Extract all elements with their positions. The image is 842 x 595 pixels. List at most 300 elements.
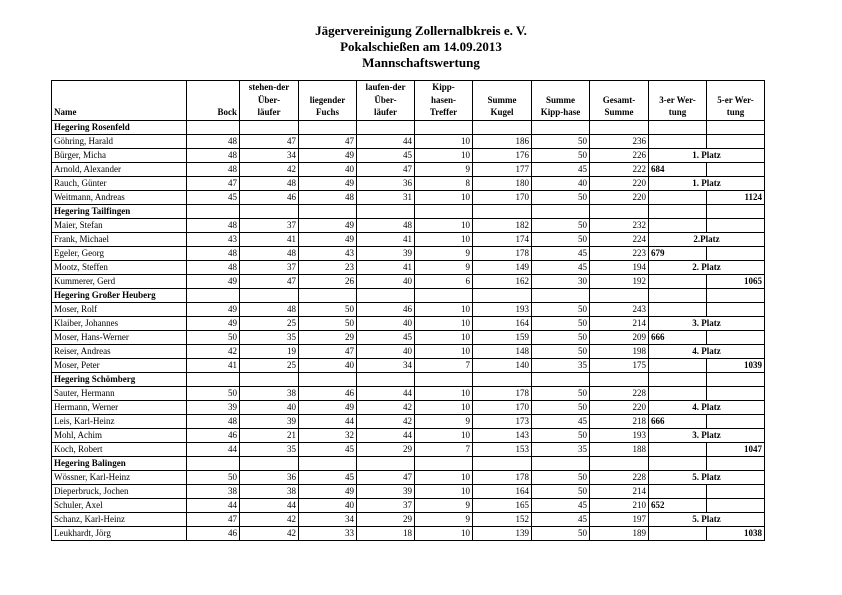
empty-cell	[299, 456, 357, 470]
score-cell: 50	[532, 232, 590, 246]
5er-wertung-value: 1039	[707, 358, 765, 372]
score-cell: 193	[473, 302, 532, 316]
empty-cell	[415, 372, 473, 386]
score-cell: 49	[299, 484, 357, 498]
3er-wertung-value	[649, 484, 707, 498]
empty-cell	[532, 456, 590, 470]
score-cell: 226	[590, 148, 649, 162]
empty-cell	[649, 120, 707, 134]
empty-cell	[532, 204, 590, 218]
score-cell: 176	[473, 148, 532, 162]
score-cell: 41	[187, 358, 240, 372]
table-row	[52, 414, 765, 428]
3er-wertung-value	[649, 358, 707, 372]
score-cell: 173	[473, 414, 532, 428]
score-cell: 228	[590, 470, 649, 484]
placement-label: 4. Platz	[649, 400, 765, 414]
score-cell: 43	[187, 232, 240, 246]
empty-cell	[299, 204, 357, 218]
score-cell: 40	[299, 498, 357, 512]
table-row	[52, 316, 765, 330]
shooter-name: Moser, Peter	[52, 358, 187, 372]
score-cell: 35	[240, 442, 299, 456]
table-row	[52, 442, 765, 456]
score-cell: 40	[240, 400, 299, 414]
3er-wertung-value	[649, 274, 707, 288]
empty-cell	[187, 456, 240, 470]
score-cell: 50	[187, 386, 240, 400]
shooter-name: Arnold, Alexander	[52, 162, 187, 176]
score-cell: 10	[415, 232, 473, 246]
group-header-row	[52, 120, 765, 134]
score-cell: 21	[240, 428, 299, 442]
placement-label: 5. Platz	[649, 470, 765, 484]
score-cell: 47	[357, 162, 415, 176]
shooter-name: Schuler, Axel	[52, 498, 187, 512]
5er-wertung-value: 1038	[707, 526, 765, 540]
empty-cell	[240, 456, 299, 470]
score-cell: 37	[240, 260, 299, 274]
score-cell: 34	[357, 358, 415, 372]
score-cell: 220	[590, 190, 649, 204]
score-cell: 178	[473, 386, 532, 400]
score-cell: 232	[590, 218, 649, 232]
score-cell: 153	[473, 442, 532, 456]
empty-cell	[473, 456, 532, 470]
score-cell: 50	[532, 428, 590, 442]
score-cell: 170	[473, 400, 532, 414]
score-cell: 45	[299, 470, 357, 484]
score-cell: 19	[240, 344, 299, 358]
header-bock: Bock	[187, 81, 240, 121]
score-cell: 177	[473, 162, 532, 176]
table-row	[52, 484, 765, 498]
score-cell: 10	[415, 330, 473, 344]
table-row	[52, 176, 765, 190]
empty-cell	[590, 120, 649, 134]
empty-cell	[240, 372, 299, 386]
table-row	[52, 330, 765, 344]
shooter-name: Bürger, Micha	[52, 148, 187, 162]
score-cell: 45	[532, 512, 590, 526]
header-5er-wertung: 5-er Wer- tung	[707, 81, 765, 121]
score-cell: 33	[299, 526, 357, 540]
shooter-name: Frank, Michael	[52, 232, 187, 246]
score-cell: 48	[299, 190, 357, 204]
5er-wertung-value	[707, 330, 765, 344]
score-cell: 35	[532, 442, 590, 456]
empty-cell	[240, 204, 299, 218]
score-cell: 45	[299, 442, 357, 456]
score-cell: 10	[415, 428, 473, 442]
score-cell: 193	[590, 428, 649, 442]
empty-cell	[299, 120, 357, 134]
empty-cell	[187, 204, 240, 218]
score-cell: 44	[357, 386, 415, 400]
score-cell: 26	[299, 274, 357, 288]
table-row	[52, 134, 765, 148]
score-cell: 48	[187, 218, 240, 232]
placement-label: 1. Platz	[649, 148, 765, 162]
shooter-name: Koch, Robert	[52, 442, 187, 456]
score-cell: 47	[299, 134, 357, 148]
empty-cell	[649, 204, 707, 218]
empty-cell	[532, 120, 590, 134]
score-cell: 236	[590, 134, 649, 148]
score-cell: 46	[357, 302, 415, 316]
score-cell: 175	[590, 358, 649, 372]
score-cell: 37	[240, 218, 299, 232]
header-row	[52, 81, 765, 121]
5er-wertung-value	[707, 162, 765, 176]
score-cell: 30	[532, 274, 590, 288]
score-cell: 223	[590, 246, 649, 260]
table-row	[52, 470, 765, 484]
shooter-name: Sauter, Hermann	[52, 386, 187, 400]
5er-wertung-value	[707, 414, 765, 428]
shooter-name: Dieperbruck, Jochen	[52, 484, 187, 498]
score-cell: 50	[532, 400, 590, 414]
score-cell: 224	[590, 232, 649, 246]
empty-cell	[357, 372, 415, 386]
empty-cell	[473, 288, 532, 302]
score-cell: 41	[357, 260, 415, 274]
score-cell: 44	[240, 498, 299, 512]
score-cell: 41	[357, 232, 415, 246]
score-cell: 50	[532, 386, 590, 400]
shooter-name: Rauch, Günter	[52, 176, 187, 190]
empty-cell	[590, 372, 649, 386]
score-cell: 243	[590, 302, 649, 316]
score-cell: 38	[240, 386, 299, 400]
table-row	[52, 274, 765, 288]
score-cell: 50	[532, 190, 590, 204]
score-cell: 10	[415, 134, 473, 148]
score-cell: 220	[590, 176, 649, 190]
table-row	[52, 302, 765, 316]
empty-cell	[649, 288, 707, 302]
table-row	[52, 498, 765, 512]
empty-cell	[473, 120, 532, 134]
empty-cell	[590, 288, 649, 302]
score-cell: 41	[240, 232, 299, 246]
header-liegender-fuchs: liegender Fuchs	[299, 81, 357, 121]
score-cell: 149	[473, 260, 532, 274]
table-row	[52, 190, 765, 204]
score-cell: 140	[473, 358, 532, 372]
score-cell: 29	[357, 442, 415, 456]
header-gesamt-summe: Gesamt- Summe	[590, 81, 649, 121]
score-cell: 36	[357, 176, 415, 190]
empty-cell	[357, 288, 415, 302]
5er-wertung-value	[707, 302, 765, 316]
3er-wertung-value	[649, 302, 707, 316]
score-cell: 178	[473, 246, 532, 260]
results-body	[52, 120, 765, 540]
score-cell: 35	[240, 330, 299, 344]
score-cell: 48	[240, 302, 299, 316]
score-cell: 48	[187, 260, 240, 274]
placement-label: 4. Platz	[649, 344, 765, 358]
score-cell: 42	[357, 414, 415, 428]
score-cell: 46	[299, 386, 357, 400]
score-cell: 47	[187, 176, 240, 190]
score-cell: 182	[473, 218, 532, 232]
score-cell: 32	[299, 428, 357, 442]
empty-cell	[707, 372, 765, 386]
score-cell: 9	[415, 498, 473, 512]
score-cell: 18	[357, 526, 415, 540]
5er-wertung-value	[707, 498, 765, 512]
score-cell: 164	[473, 484, 532, 498]
score-cell: 9	[415, 162, 473, 176]
score-cell: 39	[357, 484, 415, 498]
group-header-row	[52, 456, 765, 470]
score-cell: 40	[357, 274, 415, 288]
document-title-block	[0, 23, 842, 71]
score-cell: 42	[240, 162, 299, 176]
score-cell: 42	[187, 344, 240, 358]
score-cell: 214	[590, 316, 649, 330]
header-stehender-ueberlaeufer: stehen-der Über- läufer	[240, 81, 299, 121]
shooter-name: Moser, Rolf	[52, 302, 187, 316]
score-cell: 44	[357, 428, 415, 442]
score-cell: 50	[532, 470, 590, 484]
group-header-row	[52, 204, 765, 218]
score-cell: 50	[532, 148, 590, 162]
score-cell: 10	[415, 344, 473, 358]
score-cell: 50	[532, 134, 590, 148]
empty-cell	[532, 372, 590, 386]
score-cell: 159	[473, 330, 532, 344]
score-cell: 47	[240, 134, 299, 148]
score-cell: 197	[590, 512, 649, 526]
score-cell: 45	[532, 162, 590, 176]
title-line-3: Mannschaftswertung	[362, 55, 480, 70]
score-cell: 47	[187, 512, 240, 526]
3er-wertung-value: 666	[649, 414, 707, 428]
score-cell: 25	[240, 316, 299, 330]
score-cell: 40	[299, 358, 357, 372]
score-cell: 165	[473, 498, 532, 512]
score-cell: 9	[415, 512, 473, 526]
empty-cell	[707, 456, 765, 470]
shooter-name: Mohl, Achim	[52, 428, 187, 442]
shooter-name: Leis, Karl-Heinz	[52, 414, 187, 428]
score-cell: 40	[532, 176, 590, 190]
placement-label: 2. Platz	[649, 260, 765, 274]
3er-wertung-value	[649, 190, 707, 204]
table-row	[52, 526, 765, 540]
empty-cell	[590, 456, 649, 470]
score-cell: 180	[473, 176, 532, 190]
score-cell: 198	[590, 344, 649, 358]
table-row	[52, 400, 765, 414]
empty-cell	[357, 204, 415, 218]
score-cell: 162	[473, 274, 532, 288]
score-cell: 50	[299, 302, 357, 316]
shooter-name: Wössner, Karl-Heinz	[52, 470, 187, 484]
score-cell: 47	[357, 470, 415, 484]
empty-cell	[649, 456, 707, 470]
score-cell: 48	[357, 218, 415, 232]
score-cell: 44	[187, 498, 240, 512]
empty-cell	[707, 120, 765, 134]
score-cell: 10	[415, 526, 473, 540]
score-cell: 48	[187, 148, 240, 162]
score-cell: 6	[415, 274, 473, 288]
score-cell: 143	[473, 428, 532, 442]
score-cell: 49	[187, 316, 240, 330]
score-cell: 39	[240, 414, 299, 428]
table-row	[52, 148, 765, 162]
score-cell: 44	[299, 414, 357, 428]
score-cell: 49	[187, 274, 240, 288]
empty-cell	[187, 372, 240, 386]
score-cell: 45	[532, 260, 590, 274]
score-cell: 40	[299, 162, 357, 176]
score-cell: 49	[299, 148, 357, 162]
table-row	[52, 162, 765, 176]
score-cell: 49	[187, 302, 240, 316]
score-cell: 29	[357, 512, 415, 526]
score-cell: 46	[240, 190, 299, 204]
empty-cell	[357, 120, 415, 134]
score-cell: 38	[240, 484, 299, 498]
score-cell: 209	[590, 330, 649, 344]
score-cell: 10	[415, 302, 473, 316]
shooter-name: Hermann, Werner	[52, 400, 187, 414]
score-cell: 40	[357, 316, 415, 330]
score-cell: 44	[357, 134, 415, 148]
score-cell: 50	[187, 470, 240, 484]
score-cell: 39	[187, 400, 240, 414]
score-cell: 210	[590, 498, 649, 512]
5er-wertung-value	[707, 386, 765, 400]
shooter-name: Schanz, Karl-Heinz	[52, 512, 187, 526]
score-cell: 194	[590, 260, 649, 274]
score-cell: 188	[590, 442, 649, 456]
empty-cell	[299, 372, 357, 386]
shooter-name: Leukhardt, Jörg	[52, 526, 187, 540]
shooter-name: Kummerer, Gerd	[52, 274, 187, 288]
score-cell: 40	[357, 344, 415, 358]
5er-wertung-value: 1047	[707, 442, 765, 456]
score-cell: 48	[187, 134, 240, 148]
table-row	[52, 218, 765, 232]
empty-cell	[532, 288, 590, 302]
empty-cell	[415, 288, 473, 302]
score-cell: 7	[415, 442, 473, 456]
placement-label: 3. Platz	[649, 316, 765, 330]
placement-label: 1. Platz	[649, 176, 765, 190]
5er-wertung-value: 1124	[707, 190, 765, 204]
header-kipphasen-treffer: Kipp- hasen- Treffer	[415, 81, 473, 121]
3er-wertung-value	[649, 526, 707, 540]
score-cell: 31	[357, 190, 415, 204]
score-cell: 174	[473, 232, 532, 246]
5er-wertung-value	[707, 484, 765, 498]
score-cell: 50	[532, 330, 590, 344]
header-summe-kipphase: Summe Kipp-hase	[532, 81, 590, 121]
score-cell: 10	[415, 470, 473, 484]
score-cell: 46	[187, 526, 240, 540]
table-row	[52, 260, 765, 274]
group-name: Hegering Balingen	[52, 456, 187, 470]
5er-wertung-value	[707, 218, 765, 232]
shooter-name: Reiser, Andreas	[52, 344, 187, 358]
score-cell: 48	[240, 176, 299, 190]
empty-cell	[187, 120, 240, 134]
shooter-name: Göhring, Harald	[52, 134, 187, 148]
empty-cell	[357, 456, 415, 470]
score-cell: 39	[357, 246, 415, 260]
header-3er-wertung: 3-er Wer- tung	[649, 81, 707, 121]
shooter-name: Klaiber, Johannes	[52, 316, 187, 330]
score-cell: 152	[473, 512, 532, 526]
shooter-name: Mootz, Steffen	[52, 260, 187, 274]
score-cell: 178	[473, 470, 532, 484]
score-cell: 29	[299, 330, 357, 344]
score-cell: 50	[532, 526, 590, 540]
score-cell: 10	[415, 190, 473, 204]
score-cell: 49	[299, 400, 357, 414]
shooter-name: Egeler, Georg	[52, 246, 187, 260]
score-cell: 46	[187, 428, 240, 442]
score-cell: 45	[532, 246, 590, 260]
score-cell: 45	[532, 414, 590, 428]
score-cell: 218	[590, 414, 649, 428]
3er-wertung-value: 652	[649, 498, 707, 512]
score-cell: 139	[473, 526, 532, 540]
3er-wertung-value	[649, 134, 707, 148]
score-cell: 220	[590, 400, 649, 414]
3er-wertung-value: 679	[649, 246, 707, 260]
score-cell: 50	[532, 484, 590, 498]
title-line-2: Pokalschießen am 14.09.2013	[340, 39, 502, 54]
score-cell: 9	[415, 414, 473, 428]
score-cell: 10	[415, 386, 473, 400]
score-cell: 43	[299, 246, 357, 260]
score-cell: 42	[240, 512, 299, 526]
score-cell: 48	[240, 246, 299, 260]
group-name: Hegering Großer Heuberg	[52, 288, 187, 302]
score-cell: 23	[299, 260, 357, 274]
score-cell: 50	[532, 316, 590, 330]
shooter-name: Weitmann, Andreas	[52, 190, 187, 204]
score-cell: 222	[590, 162, 649, 176]
score-cell: 38	[187, 484, 240, 498]
empty-cell	[240, 288, 299, 302]
score-cell: 42	[357, 400, 415, 414]
placement-label: 2.Platz	[649, 232, 765, 246]
header-name: Name	[52, 81, 187, 121]
5er-wertung-value: 1065	[707, 274, 765, 288]
group-header-row	[52, 288, 765, 302]
3er-wertung-value	[649, 442, 707, 456]
empty-cell	[473, 204, 532, 218]
score-cell: 148	[473, 344, 532, 358]
score-cell: 50	[187, 330, 240, 344]
table-row	[52, 386, 765, 400]
score-cell: 164	[473, 316, 532, 330]
group-name: Hegering Tailfingen	[52, 204, 187, 218]
score-cell: 37	[357, 498, 415, 512]
group-name: Hegering Schömberg	[52, 372, 187, 386]
empty-cell	[707, 204, 765, 218]
group-header-row	[52, 372, 765, 386]
empty-cell	[707, 288, 765, 302]
